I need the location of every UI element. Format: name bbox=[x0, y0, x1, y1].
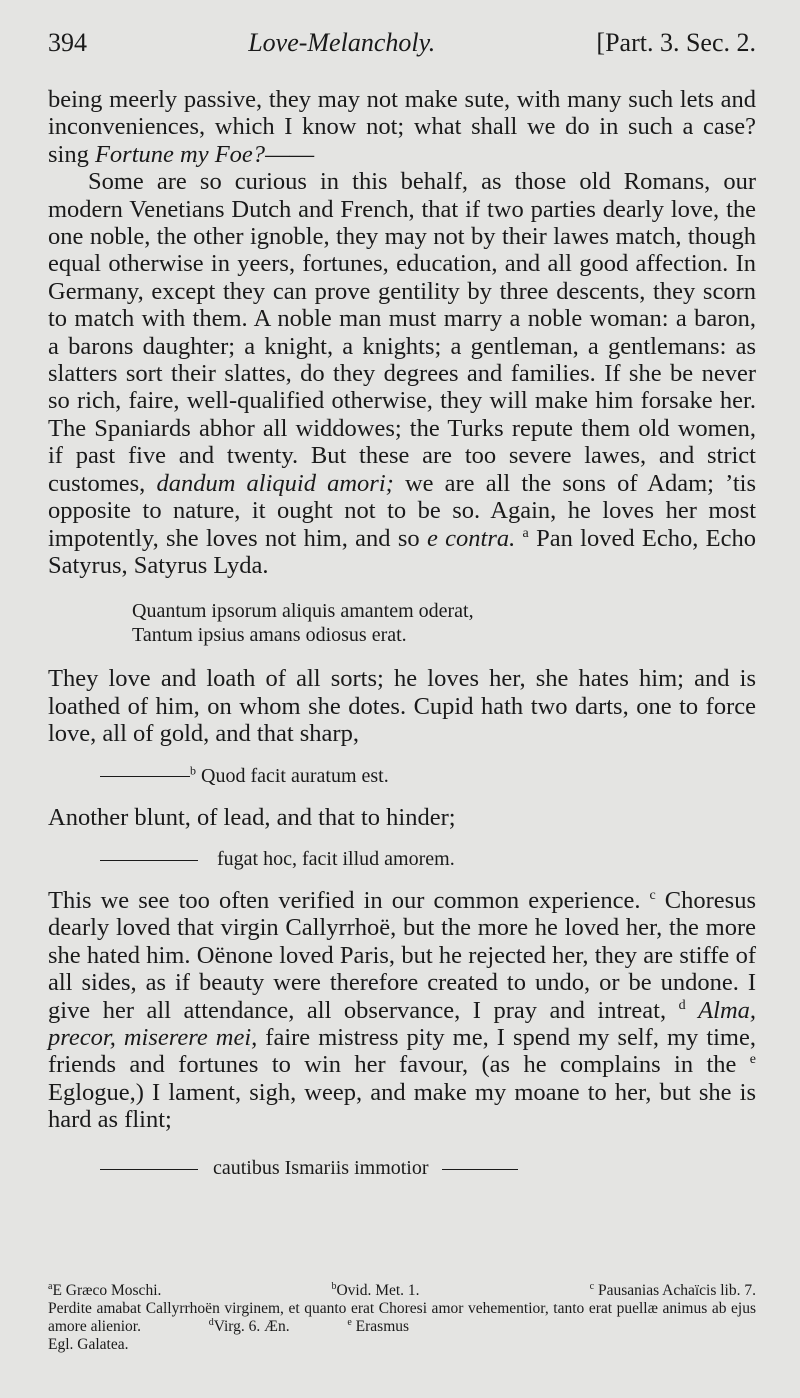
paragraph-5-italic: Alma, precor, miserere mei, bbox=[48, 996, 757, 1051]
paragraph-2-italic-b: e contra. bbox=[426, 524, 516, 552]
footnote-mark: c bbox=[589, 1280, 595, 1292]
paragraph-5-text-b: Choresus dearly loved that virgin Callyrrhoë, but the more he loved her, the more she hated him. Oënone loved Paris, but he rejected her, they are stiffe of all sides, as if beauty were therefore created to undo, or be undone. I give her all attendance, all observance, I pray and intreat, bbox=[48, 886, 756, 1024]
quote-1-text: Quod facit auratum est. bbox=[201, 764, 389, 787]
footnote-ref-b[interactable]: b bbox=[190, 762, 196, 777]
latin-verse bbox=[48, 599, 756, 647]
quote-dash bbox=[100, 1169, 198, 1170]
quote-dash bbox=[442, 1169, 518, 1170]
paragraph-1-italic: Fortune my Foe? bbox=[94, 140, 266, 168]
footnote-ref-c[interactable]: c bbox=[649, 887, 656, 903]
footnote-mark: e bbox=[347, 1316, 352, 1328]
footnote-mark: b bbox=[331, 1280, 337, 1292]
footnote-ref-d[interactable]: d bbox=[678, 997, 686, 1013]
footnote-mark: a bbox=[48, 1280, 53, 1292]
paragraph-3: They love and loath of all sorts; he loves her, she hates him; and is loathed of him, on whom she dotes. Cupid hath two darts, one to force love, all of gold, and that sharp, bbox=[48, 665, 756, 748]
paragraph-2 bbox=[48, 168, 756, 579]
footnote-ref-e[interactable]: e bbox=[749, 1052, 756, 1068]
paragraph-2-text-b: we are all the sons of Adam; ’tis opposite to nature, it ought not to be so. Again, he loves her most impotently, she loves not him, and so bbox=[48, 469, 756, 552]
paragraph-5-text-a: This we see too often verified in our common experience. bbox=[48, 886, 641, 914]
quote-line-1 bbox=[48, 764, 756, 788]
quote-3-text: cautibus Ismariis immotior bbox=[213, 1156, 429, 1179]
paragraph-5 bbox=[48, 887, 756, 1134]
paragraph-5-text-c: faire mistress pity me, I spend my self, my time, friends and fortunes to win her favour, (as he complains in the bbox=[48, 1023, 756, 1079]
quote-line-2 bbox=[48, 847, 756, 871]
paragraph-5-text-d: Eglogue,) I lament, sigh, weep, and make my moane to her, but she is hard as flint; bbox=[48, 1078, 756, 1134]
footnote-a: $^a$E Græco Moschi. bbox=[48, 1280, 162, 1299]
footnote-e-continued: Egl. Galatea. bbox=[48, 1336, 129, 1353]
running-title: Love-Melancholy. bbox=[248, 28, 436, 57]
quote-line-3 bbox=[48, 1156, 756, 1180]
verse-line-1: Quantum ipsorum aliquis amantem oderat, bbox=[132, 600, 474, 623]
paragraph-4: Another blunt, of lead, and that to hinder; bbox=[48, 803, 456, 831]
quote-2-text: fugat hoc, facit illud amorem. bbox=[217, 847, 455, 870]
footnote-mark: d bbox=[208, 1316, 214, 1328]
running-header bbox=[48, 28, 756, 86]
paragraph-2-text-c: Pan loved Echo, Echo Satyrus, Satyrus Lyda. bbox=[48, 524, 756, 579]
footnotes bbox=[48, 1282, 756, 1354]
quote-dash bbox=[100, 860, 198, 861]
footnote-b: $^b$Ovid. Met. 1. bbox=[331, 1280, 420, 1299]
footnote-row-1 bbox=[48, 1282, 756, 1300]
quote-dash bbox=[100, 776, 190, 777]
footnote-e: Erasmus bbox=[355, 1318, 410, 1335]
paragraph-2-text-a: Some are so curious in this behalf, as those old Romans, our modern Venetians Dutch and French, that if two parties dearly love, the one noble, the other ignoble, they may not by their lawes match, though equal otherwise in yeers, fortunes, education, and all good affection. In Germany, except they can prove gentility by three descents, they scorn to match with them. A noble man must marry a noble woman: a baron, a barons daughter; a knight, a knights; a gentleman, a gentlemans: as slatters sort their slattes, do they degrees and families. If she be never so rich, faire, well-qualified otherwise, they will make him forsake her. The Spaniards abhor all widdowes; the Turks repute them old women, if past five and twenty. But these are too severe lawes, and strict customes, bbox=[48, 168, 756, 497]
page-number: 394 bbox=[48, 28, 87, 57]
section-reference: [Part. 3. Sec. 2. bbox=[596, 28, 756, 57]
paragraph-1-tail: —— bbox=[265, 140, 315, 168]
footnote-ref-a[interactable]: a bbox=[522, 525, 529, 541]
footnote-c-continued: Perdite amabat Callyrrhoën virginem, et quanto erat Choresi amor vehementior, tanto erat puellæ animus ab ejus amore alienior. $^d$Virg. 6. Æn. $^e$ Erasmus bbox=[48, 1300, 756, 1335]
paragraph-1 bbox=[48, 86, 756, 168]
paragraph-1-text: being meerly passive, they may not make sute, with many such lets and inconveniences, which I know not; what shall we do in such a case? sing bbox=[48, 86, 756, 168]
paragraph-2-italic-a: dandum aliquid amori; bbox=[156, 469, 394, 497]
footnote-d: Virg. 6. Æn. bbox=[213, 1318, 290, 1335]
footnote-c: $^c$ Pausanias Achaïcis lib. 7. bbox=[589, 1280, 756, 1299]
verse-line-2: Tantum ipsius amans odiosus erat. bbox=[132, 624, 407, 647]
